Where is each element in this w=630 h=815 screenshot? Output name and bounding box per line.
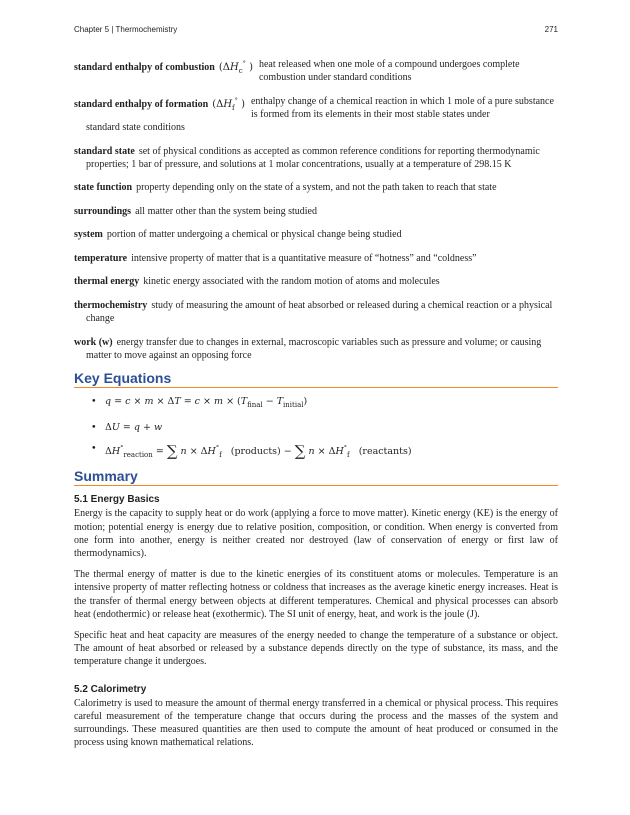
- glossary-entry-temperature: [74, 252, 558, 265]
- page-header: [74, 25, 558, 34]
- key-equations-list: [74, 395, 558, 462]
- chapter-title: Chapter 5 | Thermochemistry: [74, 25, 178, 34]
- summary-paragraph: Calorimetry is used to measure the amount of thermal energy transferred in a chemical or physical process. This requires careful measurement of the temperature change that occurs during the process and the masses of the system and surroundings. These measured quantities are then used to compute the amount of heat produced or consumed in the process using known mathematical relations.: [74, 697, 558, 749]
- glossary-term: standard enthalpy of formation: [74, 99, 209, 111]
- glossary-definition: study of measuring the amount of heat absorbed or released during a chemical reaction or a physical change: [86, 299, 553, 325]
- glossary-entry-state-function: [74, 181, 558, 194]
- glossary-definition: property depending only on the state of a system, and not the path taken to reach that state: [136, 182, 497, 194]
- glossary-definition: portion of matter undergoing a chemical or physical change being studied: [106, 229, 402, 241]
- glossary-term: system: [74, 229, 103, 241]
- glossary-definition: all matter other than the system being studied: [135, 205, 317, 217]
- glossary-entry-work: [74, 336, 558, 362]
- glossary-term: temperature: [74, 252, 128, 264]
- enthalpy-formation-symbol: ($\Delta H_f^\circ$ ): [212, 96, 245, 113]
- summary-paragraph: Specific heat and heat capacity are measures of the energy needed to change the temperature of a substance or object. The amount of heat absorbed or released by a substance depends directly on the type of substance, its mass, and the temperature change it undergoes.: [74, 630, 558, 668]
- key-equations-heading: Key Equations: [74, 372, 558, 388]
- page-number: 271: [544, 25, 558, 34]
- glossary-entry-thermochemistry: [74, 299, 558, 325]
- glossary-entry-thermal-energy: [74, 275, 558, 288]
- glossary-entry-surroundings: [74, 205, 558, 218]
- glossary-entry-standard-state: [74, 145, 558, 171]
- page-content: [74, 58, 558, 758]
- glossary-term: standard enthalpy of combustion: [74, 62, 215, 74]
- glossary-term: state function: [74, 182, 133, 194]
- equation-internal-energy: • ΔU = q + w: [91, 421, 558, 434]
- glossary-entry-system: [74, 228, 558, 241]
- summary-paragraph: The thermal energy of matter is due to the kinetic energies of its constituent atoms or molecules. Temperature is an intensive property of matter reflecting hotness or coldness that increases as the average kinetic energy increases. Heat is the transfer of thermal energy between objects at different temperatures. Chemical and physical processes can absorb heat (endothermic) or release heat (exothermic). The SI unit of energy, heat, and work is the joule (J).: [74, 569, 558, 620]
- glossary-definition: set of physical conditions as accepted as common reference conditions for reporting thermodynamic properties; 1 bar of pressure, and solutions at 1 molar concentrations, usually at a temperature of 298.15 K: [86, 145, 540, 170]
- section-heading-energy-basics: 5.1 Energy Basics: [74, 494, 160, 506]
- summary-paragraph: Energy is the capacity to supply heat or do work (applying a force to move matter). Kinetic energy (KE) is the energy of motion; potential energy is energy due to relative position, composition, or condition. When energy is converted from one form into another, energy is neither created nor destroyed (law of conservation of energy or first law of thermodynamics).: [74, 508, 558, 559]
- section-heading-calorimetry: 5.2 Calorimetry: [74, 683, 147, 695]
- glossary-term: thermal energy: [74, 276, 140, 288]
- glossary-definition: enthalpy change of a chemical reaction in which 1 mole of a pure substance is formed from its elements in their most stable states under: [250, 95, 554, 120]
- glossary-term: standard state: [74, 145, 135, 157]
- glossary-definition-continued: standard state conditions: [86, 122, 185, 134]
- glossary-definition: heat released when one mole of a compound undergoes complete combustion under standard conditions: [258, 59, 520, 84]
- glossary-term: thermochemistry: [74, 299, 148, 311]
- glossary-term: work (w): [74, 336, 113, 348]
- summary-heading: Summary: [74, 470, 558, 486]
- glossary-definition: kinetic energy associated with the random motion of atoms and molecules: [143, 276, 440, 288]
- glossary-entry-combustion: [74, 58, 558, 84]
- glossary-definition: intensive property of matter that is a quantitative measure of “hotness” and “coldness”: [131, 252, 477, 264]
- equation-heat: • $q = c \times m \times \Delta T = c \times m \times (T_{final} - T_{initial})$: [91, 395, 558, 412]
- enthalpy-combustion-symbol: ($\Delta H_c^\circ$ ): [218, 60, 253, 76]
- glossary-term: surroundings: [74, 205, 132, 217]
- glossary-definition: energy transfer due to changes in external, macroscopic variables such as pressure and volume; or causing matter to move against an opposing force: [86, 336, 542, 361]
- glossary-entry-formation: [74, 95, 558, 135]
- equation-hess-law: • $\Delta H^\circ_{reaction}$ = ∑ $n \times \Delta H^\circ_f$ (products) − ∑ $n \times \Delta H^\circ_f$ (reactants): [91, 442, 558, 462]
